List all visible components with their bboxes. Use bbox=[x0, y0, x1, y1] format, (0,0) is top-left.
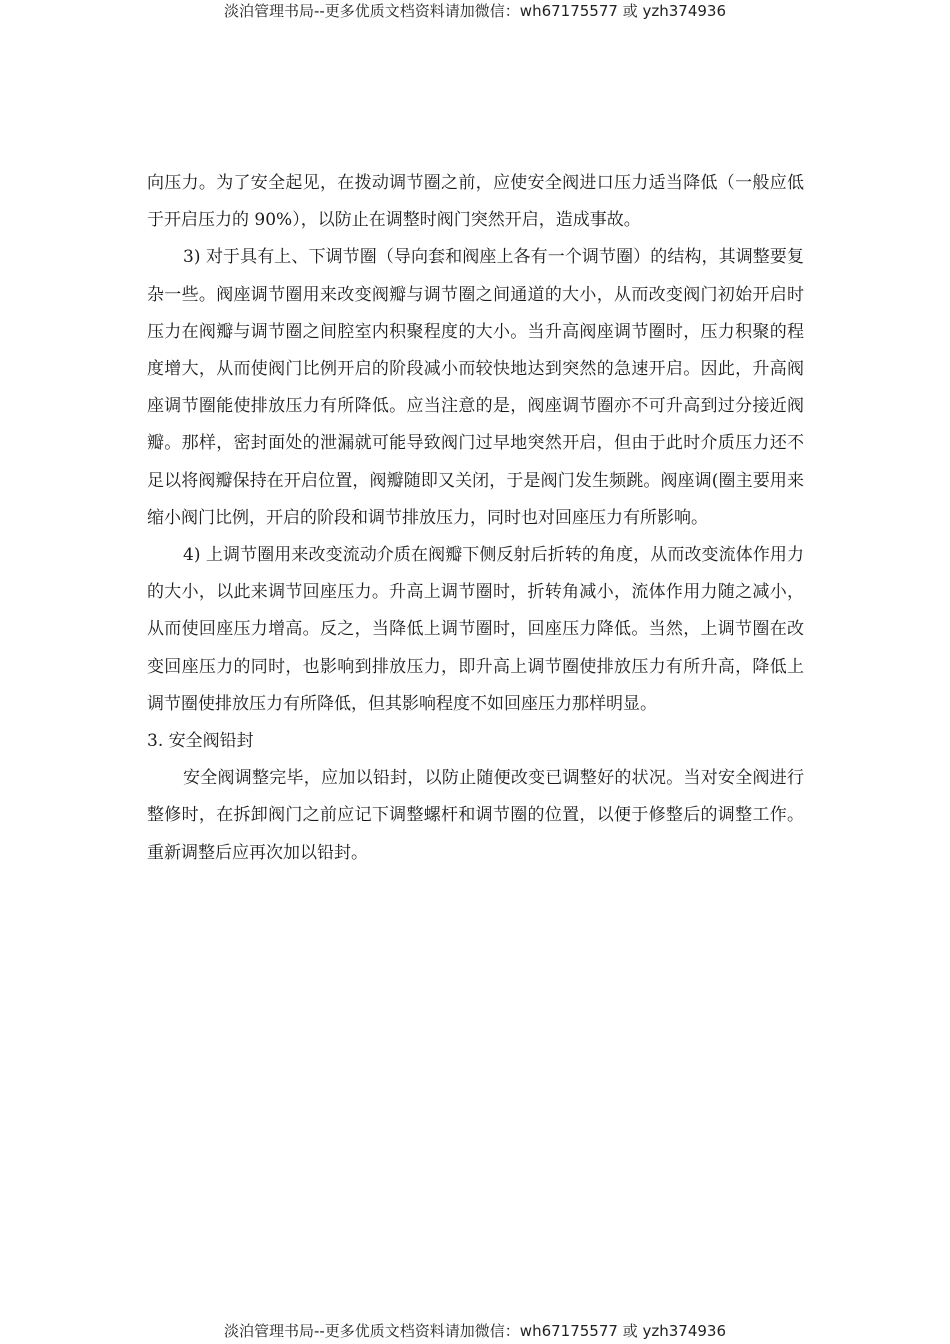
paragraph-item-3: 3) 对于具有上、下调节圈（导向套和阀座上各有一个调节圈）的结构，其调整要复杂一些。阀座调节圈用来改变阀瓣与调节圈之间通道的大小，从而改变阀门初始开启时压力在阀瓣与调节圈之间腔室内积聚程度的大小。当升高阀座调节圈时，压力积聚的程度增大，从而使阀门比例开启的阶段减小而较快地达到突然的急速开启。因此，升高阀座调节圈能使排放压力有所降低。应当注意的是，阀座调节圈亦不可升高到过分接近阀瓣。那样，密封面处的泄漏就可能导致阀门过早地突然开启，但由于此时介质压力还不足以将阀瓣保持在开启位置，阀瓣随即又关闭，于是阀门发生频跳。阀座调(圈主要用来缩小阀门比例，开启的阶段和调节排放压力，同时也对回座压力有所影响。 bbox=[147, 247, 804, 528]
paragraph-item-4: 4) 上调节圈用来改变流动介质在阀瓣下侧反射后折转的角度，从而改变流体作用力的大小，以此来调节回座压力。升高上调节圈时，折转角减小，流体作用力随之减小，从而使回座压力增高。反之，当降低上调节圈时，回座压力降低。当然，上调节圈在改变回座压力的同时，也影响到排放压力，即升高上调节圈使排放压力有所升高，降低上调节圈使排放压力有所降低，但其影响程度不如回座压力那样明显。 bbox=[147, 545, 804, 714]
header-watermark: 淡泊管理书局--更多优质文档资料请加微信：wh67175577 或 yzh374936 bbox=[223, 2, 726, 20]
document-body bbox=[147, 165, 804, 872]
paragraph-continuation: 向压力。为了安全起见，在拨动调节圈之前，应使安全阀进口压力适当降低（一般应低于开启压力的 90%），以防止在调整时阀门突然开启，造成事故。 bbox=[147, 173, 804, 231]
paragraph-section-3: 安全阀调整完毕，应加以铅封，以防止随便改变已调整好的状况。当对安全阀进行整修时，在拆卸阀门之前应记下调整螺杆和调节圈的位置，以便于修整后的调整工作。重新调整后应再次加以铅封。 bbox=[147, 768, 804, 863]
footer-watermark: 淡泊管理书局--更多优质文档资料请加微信：wh67175577 或 yzh374936 bbox=[223, 1322, 726, 1340]
section-heading: 3. 安全阀铅封 bbox=[147, 731, 254, 752]
